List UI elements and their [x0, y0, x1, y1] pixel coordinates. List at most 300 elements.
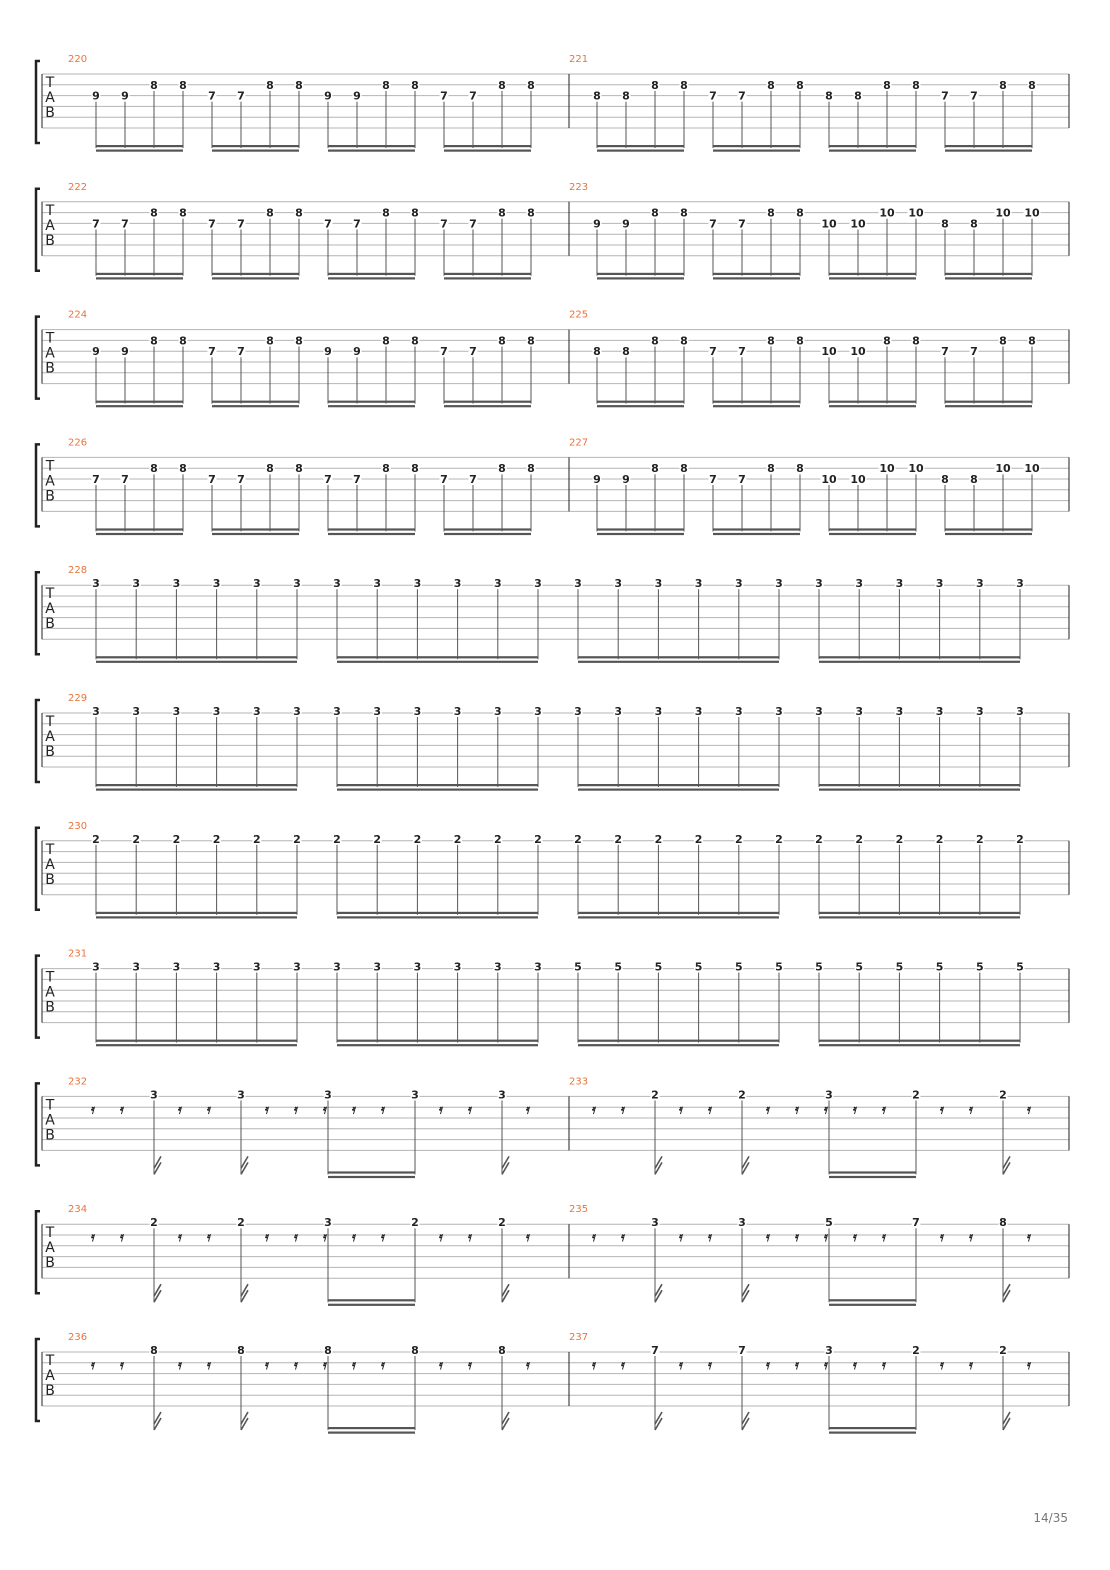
- fret-number: 3: [775, 705, 783, 718]
- tab-system: [36, 1076, 1069, 1178]
- fret-number: 8: [179, 462, 187, 476]
- fret-number: 9: [324, 345, 332, 359]
- fret-number: 8: [767, 206, 775, 220]
- fret-number: 8: [651, 206, 659, 220]
- fret-number: 8: [680, 334, 688, 348]
- system-bracket: [36, 444, 40, 526]
- fret-number: 8: [179, 206, 187, 220]
- tab-clef-letter: B: [45, 871, 55, 888]
- tab-system: [36, 310, 1069, 408]
- fret-number: 3: [172, 960, 181, 974]
- note-flag: [241, 1156, 248, 1174]
- measure-number: 226: [68, 437, 88, 449]
- measure-number: 236: [68, 1332, 88, 1343]
- beam: [713, 145, 800, 147]
- measure-number: 227: [569, 437, 589, 449]
- tab-clef-letter: B: [45, 616, 55, 633]
- sixteenth-rest: 𝄿: [940, 1230, 944, 1246]
- tab-clef-letter: B: [45, 1127, 55, 1144]
- fret-number: 5: [775, 960, 783, 974]
- note-flag: [502, 1156, 509, 1174]
- fret-number: 8: [1028, 334, 1036, 348]
- fret-number: 3: [975, 577, 984, 591]
- beam: [212, 528, 299, 530]
- sixteenth-rest: 𝄿: [526, 1358, 530, 1373]
- sixteenth-rest: 𝄿: [853, 1102, 857, 1118]
- fret-number: 3: [92, 577, 100, 591]
- fret-number: 8: [266, 462, 274, 476]
- fret-number: 10: [1024, 206, 1040, 220]
- sixteenth-rest: 𝄿: [381, 1230, 385, 1246]
- beam: [713, 533, 800, 535]
- tab-clef-letter: A: [45, 729, 55, 745]
- beam: [597, 405, 684, 407]
- beam: [829, 1171, 916, 1173]
- fret-number: 8: [150, 78, 158, 92]
- beam: [337, 784, 538, 786]
- sixteenth-rest: 𝄿: [621, 1230, 625, 1246]
- tab-system: [36, 54, 1069, 152]
- fret-number: 3: [92, 960, 100, 974]
- fret-number: 5: [855, 960, 864, 974]
- fret-number: 7: [469, 345, 477, 359]
- beam: [96, 661, 297, 663]
- tab-clef-letter: T: [45, 1225, 55, 1242]
- sixteenth-rest: 𝄿: [468, 1230, 472, 1246]
- beam: [819, 661, 1020, 663]
- fret-number: 3: [895, 705, 904, 718]
- system-bracket: [36, 828, 40, 910]
- beam: [829, 145, 916, 147]
- tab-clef-letter: B: [45, 105, 55, 121]
- sixteenth-rest: 𝄿: [468, 1358, 472, 1373]
- fret-number: 3: [411, 1088, 419, 1102]
- fret-number: 7: [970, 345, 978, 359]
- fret-number: 8: [767, 78, 775, 92]
- tab-system: [36, 1204, 1069, 1306]
- tab-clef-letter: B: [45, 1255, 55, 1272]
- beam: [597, 528, 684, 530]
- note-flag: [502, 1412, 509, 1430]
- fret-number: 3: [694, 577, 703, 591]
- beam: [328, 1171, 415, 1173]
- fret-number: 8: [680, 206, 688, 220]
- fret-number: 3: [738, 1216, 746, 1230]
- fret-number: 3: [453, 577, 462, 591]
- fret-number: 3: [252, 705, 261, 718]
- sixteenth-rest: 𝄿: [621, 1102, 625, 1118]
- tab-clef-letter: A: [45, 473, 55, 490]
- beam: [328, 277, 415, 279]
- fret-number: 7: [709, 89, 717, 103]
- fret-number: 8: [411, 334, 419, 348]
- fret-number: 8: [970, 217, 978, 231]
- tab-clef-letter: T: [45, 202, 55, 219]
- sixteenth-rest: 𝄿: [882, 1358, 886, 1373]
- fret-number: 3: [132, 577, 141, 591]
- fret-number: 3: [333, 577, 341, 591]
- sixteenth-rest: 𝄿: [766, 1230, 770, 1246]
- fret-number: 3: [333, 960, 341, 974]
- beam: [96, 916, 297, 918]
- sixteenth-rest: 𝄿: [795, 1358, 799, 1373]
- beam: [328, 273, 415, 275]
- fret-number: 8: [295, 334, 303, 348]
- beam: [337, 916, 538, 918]
- beam: [713, 150, 800, 152]
- tab-clef-letter: A: [45, 1240, 55, 1257]
- fret-number: 9: [92, 345, 100, 359]
- beam: [945, 401, 1032, 403]
- fret-number: 7: [709, 217, 717, 231]
- fret-number: 2: [498, 1216, 506, 1230]
- sixteenth-rest: 𝄿: [91, 1358, 95, 1373]
- note-flag: [742, 1156, 749, 1174]
- beam: [829, 401, 916, 403]
- page-number: 14/35: [1033, 1511, 1068, 1525]
- measure-number: 230: [68, 820, 88, 832]
- fret-number: 8: [295, 206, 303, 220]
- measure-number: 223: [569, 181, 589, 193]
- fret-number: 7: [237, 89, 245, 103]
- fret-number: 9: [353, 89, 361, 103]
- fret-number: 3: [453, 960, 462, 974]
- sixteenth-rest: 𝄿: [853, 1358, 857, 1373]
- fret-number: 2: [373, 832, 382, 846]
- beam: [328, 145, 415, 147]
- fret-number: 7: [121, 217, 129, 231]
- beam: [328, 1432, 415, 1434]
- sixteenth-rest: 𝄿: [1027, 1230, 1031, 1246]
- tab-clef-letter: T: [45, 586, 55, 603]
- sixteenth-rest: 𝄿: [824, 1358, 828, 1373]
- note-flag: [241, 1412, 248, 1430]
- fret-number: 8: [382, 78, 390, 92]
- fret-number: 7: [469, 89, 477, 103]
- fret-number: 8: [237, 1344, 245, 1357]
- beam: [96, 401, 183, 403]
- fret-number: 8: [680, 78, 688, 92]
- sixteenth-rest: 𝄿: [352, 1102, 356, 1118]
- sixteenth-rest: 𝄿: [120, 1102, 124, 1118]
- beam: [713, 273, 800, 275]
- fret-number: 3: [293, 960, 301, 974]
- beam: [945, 277, 1032, 279]
- tab-clef-letter: T: [45, 330, 55, 347]
- beam: [829, 1427, 916, 1429]
- fret-number: 2: [1016, 832, 1024, 846]
- fret-number: 7: [440, 473, 448, 486]
- measure-number: 231: [68, 948, 88, 960]
- beam: [444, 401, 531, 403]
- fret-number: 5: [1016, 960, 1024, 974]
- beam: [578, 661, 779, 663]
- fret-number: 2: [654, 832, 663, 846]
- sixteenth-rest: 𝄿: [381, 1358, 385, 1373]
- fret-number: 3: [413, 705, 422, 718]
- fret-number: 8: [498, 78, 506, 92]
- tab-clef-letter: B: [45, 999, 55, 1016]
- fret-number: 7: [738, 89, 746, 103]
- fret-number: 8: [593, 345, 601, 359]
- fret-number: 5: [614, 960, 623, 974]
- fret-number: 7: [92, 473, 100, 486]
- fret-number: 8: [767, 334, 775, 348]
- tab-clef-letter: T: [45, 841, 55, 858]
- sixteenth-rest: 𝄿: [969, 1230, 973, 1246]
- beam: [829, 533, 916, 535]
- fret-number: 10: [995, 206, 1011, 220]
- fret-number: 2: [172, 832, 181, 846]
- beam: [829, 1432, 916, 1434]
- beam: [96, 784, 297, 786]
- measure-number: 221: [569, 54, 589, 65]
- beam: [578, 789, 779, 791]
- fret-number: 8: [622, 345, 630, 359]
- tab-clef-letter: B: [45, 1383, 55, 1399]
- fret-number: 8: [266, 334, 274, 348]
- measure-number: 235: [569, 1204, 589, 1216]
- fret-number: 3: [855, 705, 864, 718]
- sixteenth-rest: 𝄿: [795, 1230, 799, 1246]
- sixteenth-rest: 𝄿: [439, 1358, 443, 1373]
- fret-number: 8: [179, 78, 187, 92]
- fret-number: 3: [237, 1088, 245, 1102]
- fret-number: 7: [237, 473, 245, 486]
- fret-number: 8: [1028, 78, 1036, 92]
- tab-clef-letter: A: [45, 1368, 55, 1384]
- beam: [829, 405, 916, 407]
- fret-number: 8: [527, 78, 535, 92]
- measure-number: 229: [68, 693, 88, 704]
- beam: [96, 1040, 297, 1042]
- beam: [829, 273, 916, 275]
- fret-number: 2: [912, 1344, 920, 1357]
- fret-number: 3: [775, 577, 783, 591]
- fret-number: 8: [796, 206, 804, 220]
- fret-number: 2: [775, 832, 783, 846]
- fret-number: 8: [411, 1344, 419, 1357]
- sixteenth-rest: 𝄿: [882, 1102, 886, 1118]
- fret-number: 7: [92, 217, 100, 231]
- fret-number: 2: [493, 832, 502, 846]
- beam: [819, 916, 1020, 918]
- fret-number: 8: [680, 462, 688, 476]
- fret-number: 8: [796, 78, 804, 92]
- sixteenth-rest: 𝄿: [381, 1102, 385, 1118]
- beam: [597, 273, 684, 275]
- fret-number: 7: [651, 1344, 659, 1357]
- tab-system: [36, 949, 1069, 1047]
- fret-number: 3: [172, 705, 181, 718]
- sixteenth-rest: 𝄿: [526, 1102, 530, 1118]
- note-flag: [655, 1284, 662, 1302]
- fret-number: 8: [382, 206, 390, 220]
- fret-number: 3: [252, 960, 261, 974]
- fret-number: 2: [614, 832, 623, 846]
- beam: [96, 273, 183, 275]
- measure-number: 232: [68, 1076, 88, 1088]
- tab-system: [36, 437, 1069, 535]
- fret-number: 10: [850, 473, 866, 486]
- beam: [819, 789, 1020, 791]
- measure-number: 224: [68, 309, 88, 321]
- note-flag: [655, 1156, 662, 1174]
- fret-number: 3: [212, 577, 221, 591]
- fret-number: 8: [411, 206, 419, 220]
- beam: [212, 401, 299, 403]
- sixteenth-rest: 𝄿: [323, 1102, 327, 1118]
- beam: [96, 405, 183, 407]
- note-flag: [655, 1412, 662, 1430]
- beam: [597, 533, 684, 535]
- sixteenth-rest: 𝄿: [940, 1358, 944, 1373]
- fret-number: 3: [1016, 705, 1024, 718]
- beam: [328, 405, 415, 407]
- fret-number: 5: [734, 960, 743, 974]
- measure-number: 234: [68, 1204, 88, 1216]
- fret-number: 3: [493, 705, 502, 718]
- sixteenth-rest: 𝄿: [1027, 1102, 1031, 1118]
- fret-number: 3: [574, 705, 582, 718]
- fret-number: 2: [574, 832, 582, 846]
- beam: [945, 145, 1032, 147]
- fret-number: 8: [651, 334, 659, 348]
- beam: [578, 1044, 779, 1046]
- fret-number: 8: [324, 1344, 332, 1357]
- fret-number: 8: [498, 462, 506, 476]
- fret-number: 2: [411, 1216, 419, 1230]
- sixteenth-rest: 𝄿: [294, 1358, 298, 1373]
- sixteenth-rest: 𝄿: [824, 1102, 828, 1118]
- fret-number: 8: [295, 462, 303, 476]
- fret-number: 2: [738, 1088, 746, 1102]
- note-flag: [742, 1412, 749, 1430]
- sixteenth-rest: 𝄿: [940, 1102, 944, 1118]
- tab-system: [36, 1332, 1069, 1434]
- fret-number: 2: [92, 832, 100, 846]
- fret-number: 3: [413, 577, 422, 591]
- fret-number: 7: [709, 473, 717, 486]
- beam: [713, 405, 800, 407]
- sixteenth-rest: 𝄿: [91, 1230, 95, 1246]
- system-bracket: [36, 317, 40, 399]
- sixteenth-rest: 𝄿: [853, 1230, 857, 1246]
- beam: [328, 401, 415, 403]
- beam: [212, 405, 299, 407]
- beam: [212, 273, 299, 275]
- sixteenth-rest: 𝄿: [824, 1230, 828, 1246]
- fret-number: 3: [895, 577, 904, 591]
- beam: [96, 1044, 297, 1046]
- fret-number: 3: [293, 577, 301, 591]
- beam: [96, 789, 297, 791]
- fret-number: 8: [498, 334, 506, 348]
- fret-number: 7: [738, 473, 746, 486]
- fret-number: 8: [912, 78, 920, 92]
- sixteenth-rest: 𝄿: [352, 1358, 356, 1373]
- beam: [96, 528, 183, 530]
- fret-number: 2: [237, 1216, 245, 1230]
- note-flag: [1003, 1412, 1010, 1430]
- fret-number: 8: [498, 1344, 506, 1357]
- sixteenth-rest: 𝄿: [679, 1230, 683, 1246]
- system-bracket: [36, 1083, 40, 1165]
- beam: [819, 784, 1020, 786]
- fret-number: 7: [324, 217, 332, 231]
- fret-number: 7: [709, 345, 717, 359]
- beam: [819, 1044, 1020, 1046]
- tab-clef-letter: T: [45, 1353, 55, 1369]
- beam: [212, 277, 299, 279]
- fret-number: 8: [941, 473, 949, 486]
- fret-number: 3: [614, 705, 623, 718]
- system-bracket: [36, 189, 40, 271]
- fret-number: 8: [767, 462, 775, 476]
- fret-number: 3: [493, 577, 502, 591]
- sixteenth-rest: 𝄿: [708, 1358, 712, 1373]
- fret-number: 2: [413, 832, 422, 846]
- fret-number: 8: [999, 78, 1007, 92]
- fret-number: 7: [208, 345, 216, 359]
- sixteenth-rest: 𝄿: [592, 1102, 596, 1118]
- fret-number: 3: [212, 960, 221, 974]
- beam: [945, 273, 1032, 275]
- beam: [328, 150, 415, 152]
- sixteenth-rest: 𝄿: [766, 1102, 770, 1118]
- sixteenth-rest: 𝄿: [120, 1230, 124, 1246]
- fret-number: 3: [453, 705, 462, 718]
- fret-number: 3: [252, 577, 261, 591]
- fret-number: 3: [493, 960, 502, 974]
- fret-number: 2: [453, 832, 462, 846]
- fret-number: 2: [132, 832, 141, 846]
- sixteenth-rest: 𝄿: [468, 1102, 472, 1118]
- fret-number: 8: [593, 89, 601, 103]
- measure-number: 237: [569, 1332, 589, 1343]
- fret-number: 3: [825, 1344, 833, 1357]
- tab-clef-letter: T: [45, 969, 55, 986]
- fret-number: 2: [150, 1216, 158, 1230]
- fret-number: 3: [654, 705, 663, 718]
- note-flag: [154, 1156, 161, 1174]
- beam: [819, 1040, 1020, 1042]
- beam: [444, 405, 531, 407]
- fret-number: 7: [738, 345, 746, 359]
- sixteenth-rest: 𝄿: [265, 1102, 269, 1118]
- system-bracket: [36, 1339, 40, 1421]
- tab-clef-letter: A: [45, 601, 55, 618]
- beam: [328, 1299, 415, 1301]
- fret-number: 3: [373, 705, 382, 718]
- fret-number: 8: [527, 206, 535, 220]
- beam: [578, 656, 779, 658]
- fret-number: 8: [651, 78, 659, 92]
- tab-clef-letter: A: [45, 984, 55, 1001]
- tab-clef-letter: A: [45, 217, 55, 234]
- fret-number: 7: [237, 345, 245, 359]
- note-flag: [1003, 1284, 1010, 1302]
- fret-number: 3: [574, 577, 582, 591]
- fret-number: 3: [651, 1216, 659, 1230]
- sixteenth-rest: 𝄿: [708, 1230, 712, 1246]
- fret-number: 8: [266, 206, 274, 220]
- fret-number: 5: [654, 960, 663, 974]
- fret-number: 5: [895, 960, 904, 974]
- sixteenth-rest: 𝄿: [265, 1230, 269, 1246]
- fret-number: 8: [150, 462, 158, 476]
- beam: [96, 150, 183, 152]
